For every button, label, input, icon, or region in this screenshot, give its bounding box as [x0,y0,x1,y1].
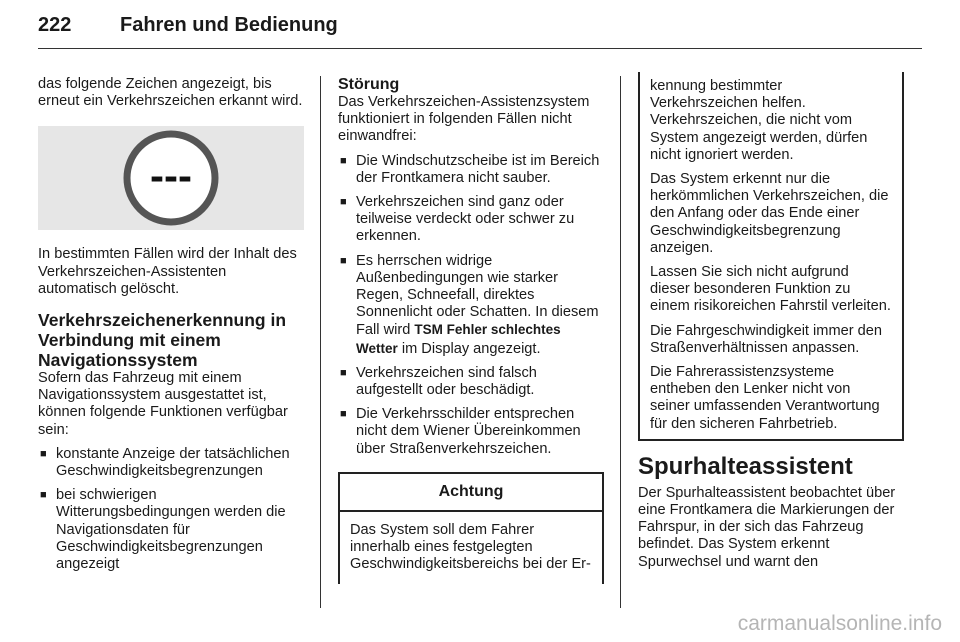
list-item [338,253,604,358]
lane-assist-text: Der Spurhalteassistent beobachtet über eine Frontkamera die Markierungen der Fahrspur, in der sich das Fahrzeug befindet. Das System erkennt Spurwechsel und warnt den [638,484,896,570]
after-sign-text: In bestimmten Fällen wird der Inhalt des Verkehrszeichen-Assistenten automatisch gelöscht. [38,246,297,297]
column-divider [320,76,321,608]
fault-intro: Das Verkehrszeichen-Assistenzsystem funktioniert in folgenden Fällen nicht einwandfrei: [338,94,590,145]
caution-text: Das System soll dem Fahrer innerhalb eines festgelegten Geschwindigkeitsbereichs bei der Er- [350,521,591,573]
nav-heading: Verkehrszeichenerkennung in Verbindung mit einem Navigationssystem [38,310,287,371]
weather-text: Es herrschen widrige Außenbedingungen wie starker Regen, Schneefall, direktes Sonnenlicht oder Schatten. In diesem Fall wird [356,252,599,339]
caution-paragraph: kennung bestimmter Verkehrszeichen helfen. Verkehrszeichen, die nicht vom System angezeigt werden, dürfen nicht ignoriert werden. [650,78,868,163]
nav-intro: Sofern das Fahrzeug mit einem Navigationssystem ausgestattet ist, können folgende Funktionen verfügbar sein: [38,370,288,438]
nav-feature-list [38,446,304,573]
list-item: ■ Verkehrszeichen sind ganz oder teilweise verdeckt oder schwer zu erkennen. [338,194,604,246]
column-3 [638,76,904,578]
caution-box-continued [638,72,904,441]
column-2 [338,76,604,584]
caution-paragraph: Die Fahrerassistenzsysteme entheben den Lenker nicht von seiner umfassenden Verantwortung für den sicheren Fahrbetrieb. [650,364,880,432]
list-item: ■ Die Verkehrsschilder entsprechen nicht dem Wiener Übereinkommen über Straßenverkehrszeichen. [338,406,604,458]
caution-paragraph: Das System erkennt nur die herkömmlichen Verkehrszeichen, die den Anfang oder das Ende einer Geschwindigkeitsbegrenzung anzeigen. [650,171,889,256]
list-item: ■ bei schwierigen Witterungsbedingungen werden die Navigationsdaten für Geschwindigkeitsbegrenzungen angezeigt [38,487,304,573]
fault-heading: Störung [338,76,400,93]
sign-illustration [38,126,304,230]
list-item: ■ Verkehrszeichen sind falsch aufgestellt oder beschädigt. [338,365,604,399]
list-item: ■ konstante Anzeige der tatsächlichen Geschwindigkeitsbegrenzungen [38,446,304,480]
section-title: Fahren und Bedienung [120,14,338,36]
page-header [38,14,922,49]
weather-text-end: im Display angezeigt. [401,340,541,357]
column-divider [620,76,621,608]
caution-title: Achtung [340,474,602,512]
list-item: ■ Die Windschutzscheibe ist im Bereich der Frontkamera nicht sauber. [338,153,604,187]
lane-assist-heading: Spurhalteassistent [638,452,853,480]
caution-paragraph: Die Fahrgeschwindigkeit immer den Straßenverhältnissen anpassen. [650,322,882,356]
display-message: TSM Fehler schlechtes Wetter [356,322,561,356]
no-limit-sign-icon [123,130,219,226]
caution-paragraph: Lassen Sie sich nicht aufgrund dieser besonderen Funktion zu einem risikoreichen Fahrstil verleiten. [650,264,891,315]
page-number: 222 [38,14,72,36]
intro-text: das folgende Zeichen angezeigt, bis erneut ein Verkehrszeichen erkannt wird. [38,76,303,110]
sign-text: --- [150,152,192,200]
watermark: carmanualsonline.info [737,612,942,635]
fault-list [338,153,604,458]
caution-box [338,472,604,584]
column-1 [38,76,304,580]
